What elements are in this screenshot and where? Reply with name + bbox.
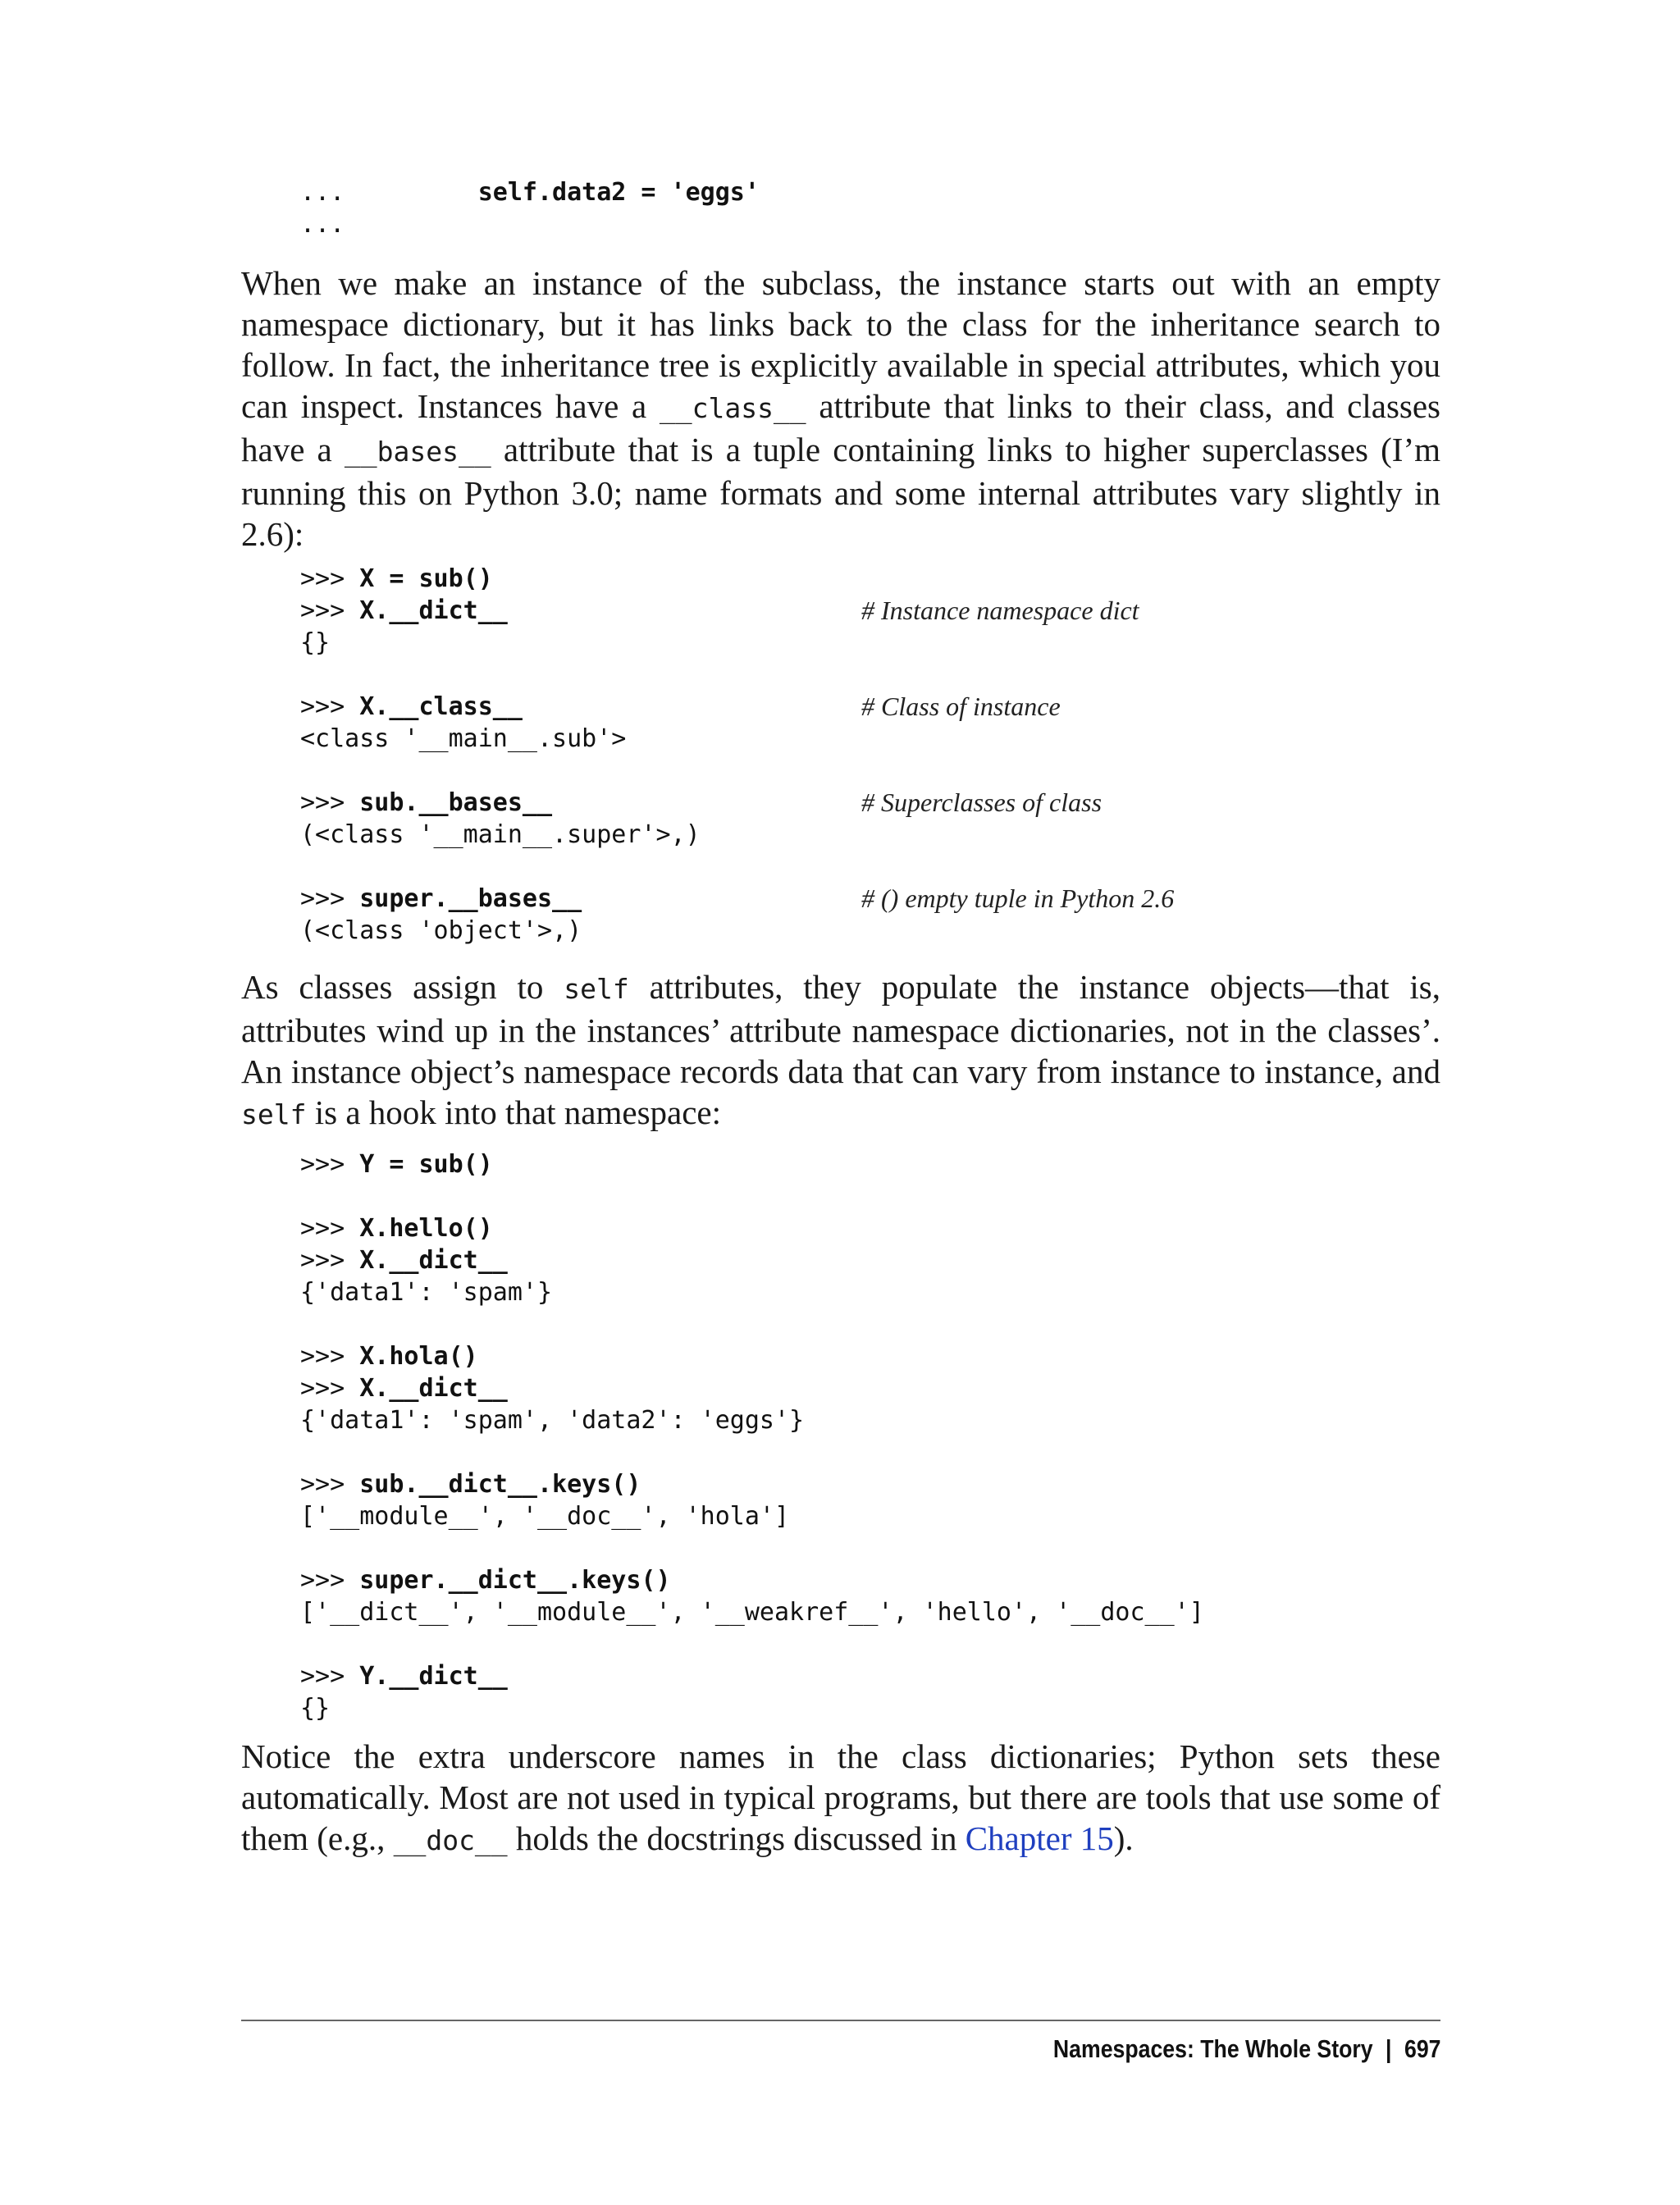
code-line: >>> super.__bases__ # () empty tuple in Python 2.6: [300, 883, 1175, 913]
code-block-namespaces: [300, 1148, 1449, 1724]
code-input: X = sub(): [359, 564, 493, 593]
code-line: [300, 176, 1449, 208]
body-paragraph: As classes assign to self attributes, they populate the instance objects—that is, attributes wind up in the instances’ attribute namespace dictionaries, not in the classes’. An instance object’s namespace records data that can vary from instance to instance, and self is a hook into that namespace:: [241, 968, 1441, 1131]
inline-code: __bases__: [344, 436, 491, 468]
code-block-continuation: [300, 176, 1449, 240]
page-footer: [1052, 2034, 1440, 2064]
code-input: sub.__dict__.keys(): [359, 1470, 641, 1499]
code-input: X.__class__: [359, 692, 523, 721]
code-line: >>> X.__dict__ # Instance namespace dict: [300, 596, 1139, 625]
code-blank: [300, 1532, 1449, 1564]
code-input: Y.__dict__: [359, 1662, 508, 1691]
code-block-inheritance: [300, 563, 1449, 947]
code-input: self.data2 = 'eggs': [477, 178, 760, 207]
code-line: >>> X.hola(): [300, 1342, 478, 1371]
code-blank: [300, 659, 1449, 691]
code-line: >>> sub.__dict__.keys(): [300, 1470, 641, 1499]
code-input: X.__dict__: [359, 1374, 508, 1403]
code-input: X.hello(): [359, 1214, 493, 1243]
code-input: X.__dict__: [359, 1246, 508, 1275]
chapter-link[interactable]: Chapter 15: [965, 1819, 1114, 1857]
code-output: {}: [300, 1694, 331, 1723]
code-output: {}: [300, 628, 331, 657]
code-output: <class '__main__.sub'>: [300, 724, 627, 753]
code-comment: # Superclasses of class: [861, 788, 1102, 817]
footer-rule: [241, 2020, 1440, 2021]
running-title: Namespaces: The Whole Story: [1052, 2034, 1373, 2063]
code-input: super.__bases__: [359, 884, 582, 913]
code-output: (<class '__main__.super'>,): [300, 820, 701, 849]
code-line: >>> Y.__dict__: [300, 1662, 508, 1691]
code-line: >>> Y = sub(): [300, 1150, 493, 1179]
code-comment: # Instance namespace dict: [861, 596, 1139, 625]
inline-code: __class__: [659, 392, 806, 424]
code-prompt: ...: [300, 178, 345, 207]
inline-code: __doc__: [393, 1824, 508, 1856]
code-blank: [300, 755, 1449, 787]
code-prompt: ...: [300, 210, 345, 239]
code-output: (<class 'object'>,): [300, 916, 582, 945]
page-number: 697: [1404, 2034, 1440, 2063]
code-input: super.__dict__.keys(): [359, 1566, 671, 1595]
code-line: [300, 208, 1449, 240]
code-output: {'data1': 'spam', 'data2': 'eggs'}: [300, 1406, 805, 1435]
inline-code: self: [564, 973, 629, 1005]
code-blank: [300, 1308, 1449, 1340]
code-line: >>> X.hello(): [300, 1214, 493, 1243]
code-line: >>> X.__dict__: [300, 1246, 508, 1275]
footer-separator: |: [1385, 2034, 1392, 2063]
code-comment: # Class of instance: [861, 692, 1061, 721]
code-output: {'data1': 'spam'}: [300, 1278, 553, 1307]
code-input: Y = sub(): [359, 1150, 493, 1179]
inline-code: self: [241, 1098, 307, 1130]
code-line: >>> super.__dict__.keys(): [300, 1566, 671, 1595]
code-blank: [300, 851, 1449, 883]
code-blank: [300, 1628, 1449, 1660]
code-input: X.hola(): [359, 1342, 478, 1371]
code-line: >>> X = sub(): [300, 564, 493, 593]
code-output: ['__module__', '__doc__', 'hola']: [300, 1502, 790, 1531]
code-comment: # () empty tuple in Python 2.6: [861, 883, 1175, 913]
code-line: >>> sub.__bases__ # Superclasses of class: [300, 788, 1102, 817]
code-blank: [300, 1436, 1449, 1468]
code-line: >>> X.__dict__: [300, 1374, 508, 1403]
body-paragraph: When we make an instance of the subclass, the instance starts out with an empty namespace dictionary, but it has links back to the class for the inheritance search to follow. In fact, the inheritance tree is explicitly available in special attributes, which you can inspect. Instances have a __class__ attribute that links to their class, and classes have a __bases__ attribute that is a tuple containing links to higher superclasses (I’m running this on Python 3.0; name formats and some internal attributes vary slightly in 2.6):: [241, 264, 1441, 553]
body-paragraph: Notice the extra underscore names in the class dictionaries; Python sets these automatically. Most are not used in typical programs, but there are tools that use some of them (e.g., __doc__ holds the docstrings discussed in Chapter 15).: [241, 1737, 1440, 1857]
code-line: >>> X.__class__ # Class of instance: [300, 692, 1061, 721]
code-output: ['__dict__', '__module__', '__weakref__', 'hello', '__doc__']: [300, 1598, 1204, 1627]
code-input: sub.__bases__: [359, 788, 553, 817]
code-input: X.__dict__: [359, 596, 508, 625]
code-blank: [300, 1180, 1449, 1212]
